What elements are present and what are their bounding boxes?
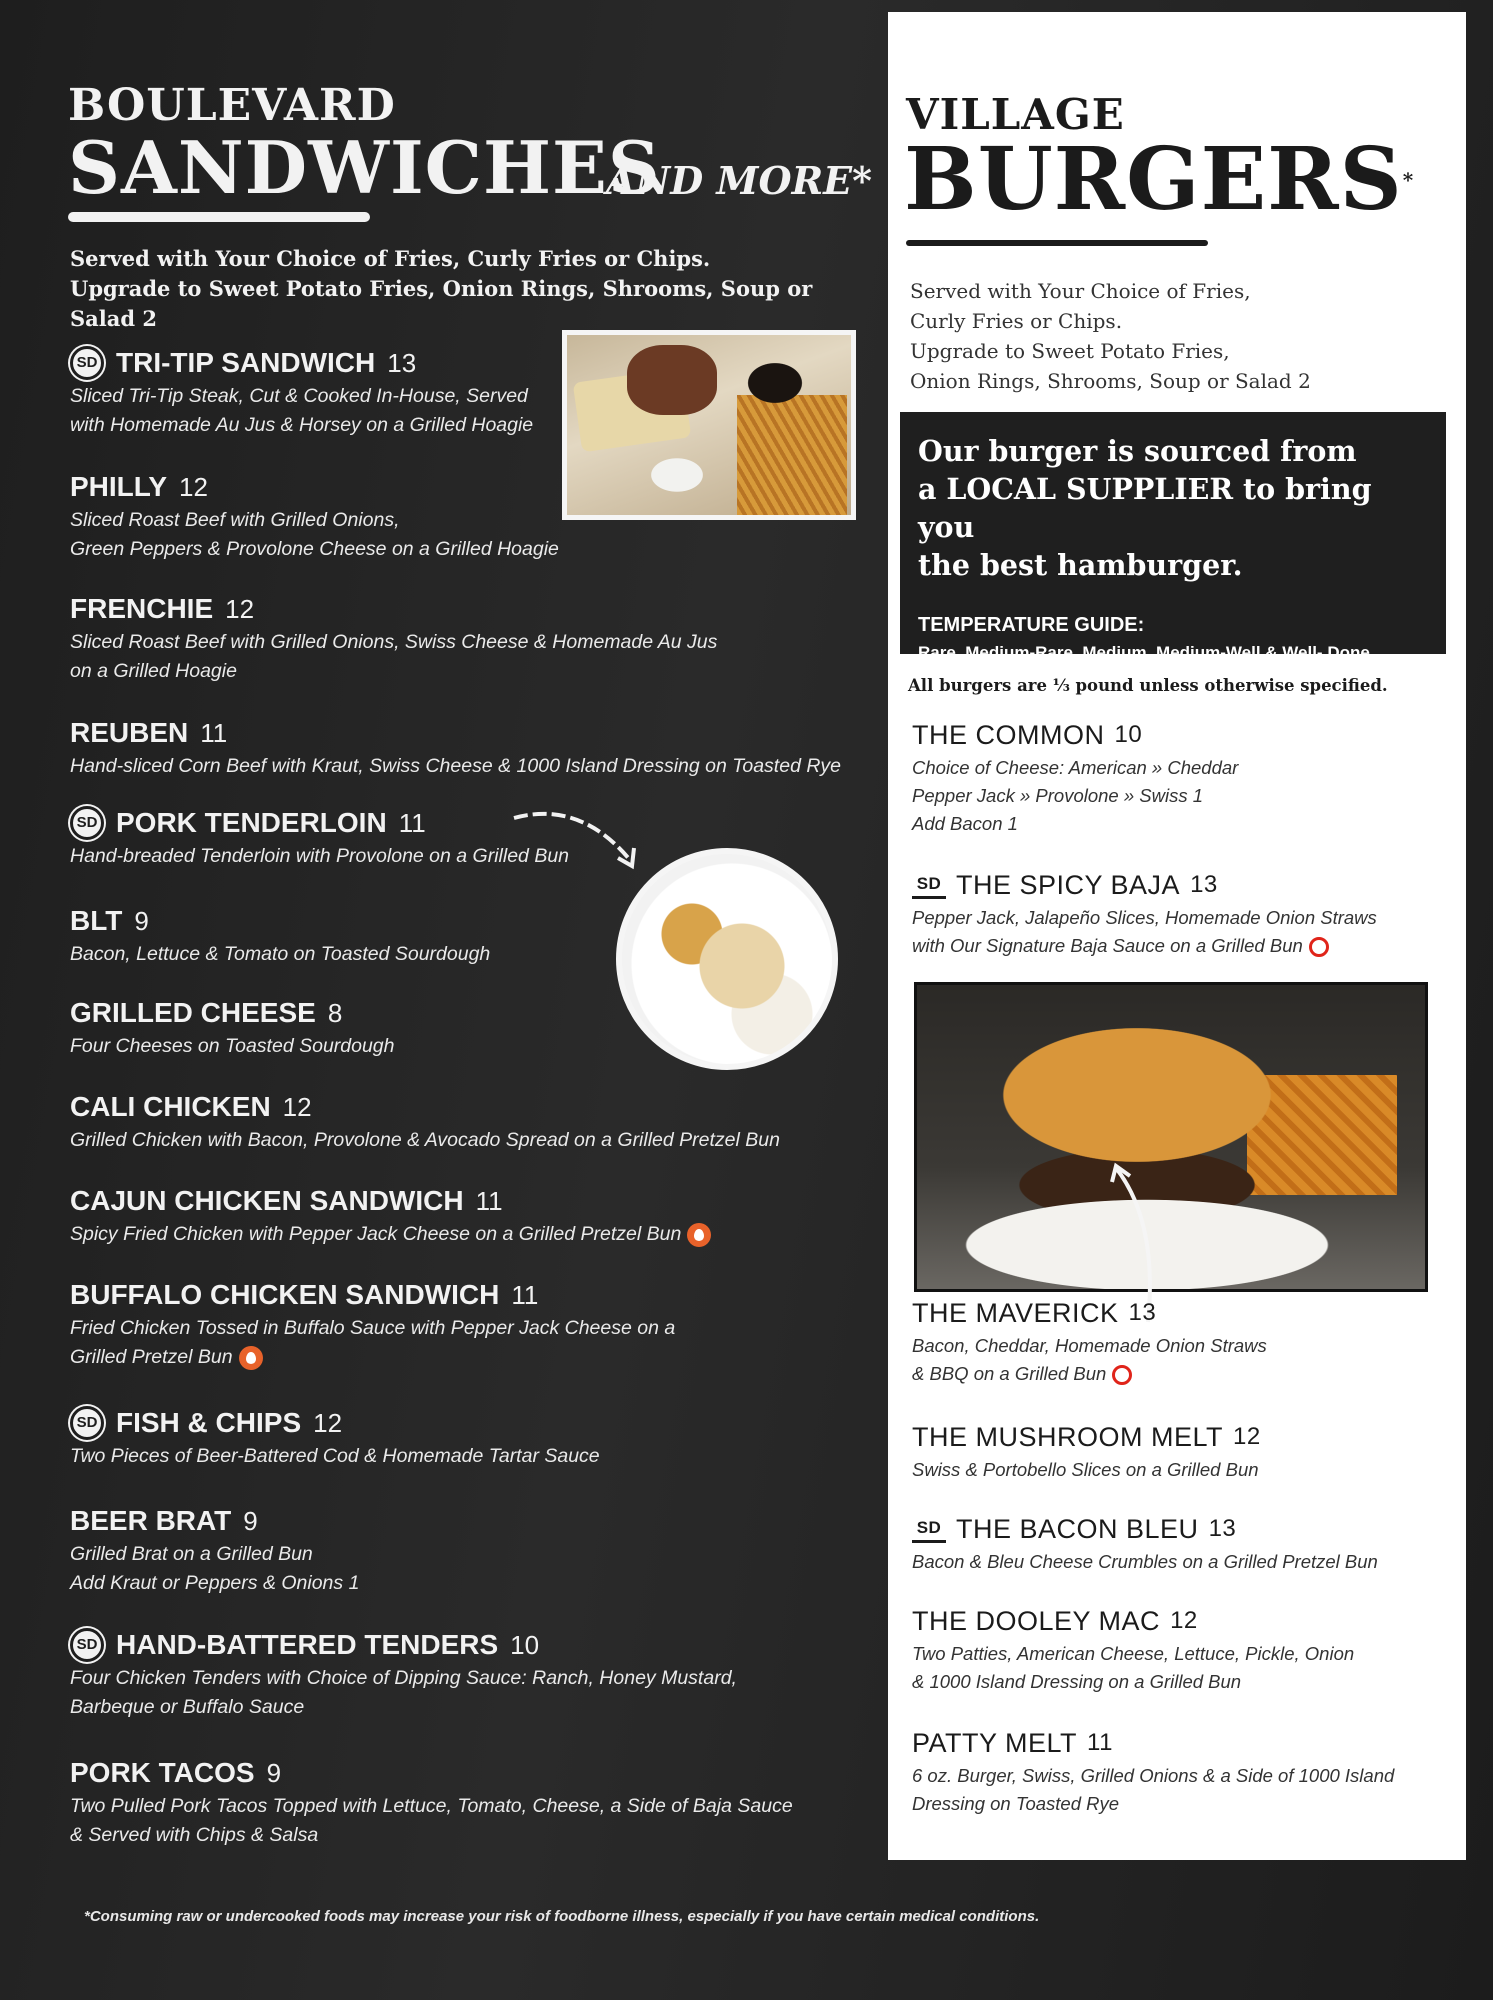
item-price: 12	[1170, 1607, 1198, 1634]
item-name: PORK TENDERLOIN	[116, 807, 387, 838]
temperature-guide-label: TEMPERATURE GUIDE:	[918, 614, 1145, 636]
item-description-line: Spicy Fried Chicken with Pepper Jack Cheese on a Grilled Pretzel Bun	[70, 1223, 682, 1245]
temperature-guide-values: Rare, Medium-Rare, Medium, Medium-Well & Well- Done	[918, 643, 1370, 662]
item-description-line: Grilled Brat on a Grilled Bun	[70, 1543, 313, 1565]
menu-item	[70, 716, 870, 781]
sides-intro-line: Upgrade to Sweet Potato Fries, Onion Rings, Shrooms, Soup or Salad 2	[70, 276, 813, 331]
item-description-line: Four Cheeses on Toasted Sourdough	[70, 1035, 395, 1057]
item-description-line: & BBQ on a Grilled Bun	[912, 1363, 1107, 1384]
burger-weight-note: All burgers are ⅓ pound unless otherwise specified.	[908, 676, 1388, 695]
item-name: FRENCHIE	[70, 593, 214, 624]
health-disclaimer: *Consuming raw or undercooked foods may increase your risk of foodborne illness, especially if you have certain medical conditions.	[84, 1908, 1040, 1925]
burgers-panel	[888, 12, 1466, 1860]
item-description	[70, 940, 610, 969]
item-description	[70, 1126, 870, 1155]
item-name: CAJUN CHICKEN SANDWICH	[70, 1185, 464, 1216]
menu-item	[912, 1512, 1452, 1576]
item-description-line: Pepper Jack » Provolone » Swiss 1	[912, 785, 1204, 806]
item-description	[912, 754, 1452, 838]
item-description-line: Barbeque or Buffalo Sauce	[70, 1696, 305, 1718]
section-title-sandwiches: SANDWICHES	[68, 125, 661, 210]
item-description	[70, 752, 870, 781]
item-description-line: Bacon, Cheddar, Homemade Onion Straws	[912, 1335, 1267, 1356]
item-price: 9	[243, 1506, 258, 1536]
item-description	[912, 1548, 1452, 1576]
item-description	[70, 1792, 870, 1850]
spicy-fire-icon	[239, 1346, 263, 1370]
spicy-fire-icon	[687, 1223, 711, 1247]
menu-item	[912, 1420, 1452, 1484]
signature-dish-icon: SD	[70, 346, 104, 380]
item-name: FISH & CHIPS	[116, 1407, 302, 1438]
item-description	[912, 1762, 1452, 1818]
menu-item	[70, 1090, 870, 1155]
title-divider	[68, 212, 370, 222]
item-name: PHILLY	[70, 471, 167, 502]
section-title-and-more: AND MORE*	[606, 158, 872, 203]
item-price: 10	[1114, 721, 1143, 748]
item-name: PORK TACOS	[70, 1757, 255, 1788]
item-description-line: Grilled Chicken with Bacon, Provolone & Avocado Spread on a Grilled Pretzel Bun	[70, 1129, 780, 1151]
item-description-line: with Our Signature Baja Sauce on a Grilled Bun	[912, 935, 1303, 956]
item-description-line: Fried Chicken Tossed in Buffalo Sauce with Pepper Jack Cheese on a	[70, 1317, 676, 1339]
item-name: THE MAVERICK	[912, 1298, 1119, 1328]
callout-line: Our burger is sourced from	[918, 434, 1357, 468]
item-price: 8	[327, 998, 343, 1028]
item-description-line: Grilled Pretzel Bun	[70, 1346, 233, 1368]
item-price: 12	[313, 1408, 343, 1438]
item-price: 11	[475, 1186, 503, 1216]
item-price: 12	[1233, 1423, 1261, 1450]
item-price: 13	[1190, 871, 1218, 898]
item-description	[70, 1032, 610, 1061]
signature-dish-icon: SD	[912, 871, 946, 899]
item-description-line: with Homemade Au Jus & Horsey on a Grilled Hoagie	[70, 414, 534, 436]
house-favorite-icon	[1112, 1365, 1132, 1385]
item-description-line: Swiss & Portobello Slices on a Grilled Bun	[912, 1459, 1259, 1480]
item-description-line: Hand-sliced Corn Beef with Kraut, Swiss Cheese & 1000 Island Dressing on Toasted Rye	[70, 755, 842, 777]
item-name: BLT	[70, 905, 123, 936]
item-description-line: & Served with Chips & Salsa	[70, 1824, 319, 1846]
item-description	[70, 1442, 870, 1471]
sides-intro	[910, 276, 1430, 396]
menu-item	[70, 1278, 870, 1372]
item-price: 10	[510, 1630, 540, 1660]
item-description-line: 6 oz. Burger, Swiss, Grilled Onions & a Side of 1000 Island	[912, 1765, 1395, 1786]
item-description-line: & 1000 Island Dressing on a Grilled Bun	[912, 1671, 1242, 1692]
menu-item	[70, 1756, 870, 1850]
item-price: 11	[511, 1280, 539, 1310]
item-description-line: Two Pieces of Beer-Battered Cod & Homemade Tartar Sauce	[70, 1445, 600, 1467]
signature-dish-icon: SD	[912, 1515, 946, 1543]
item-description-line: Sliced Roast Beef with Grilled Onions, Swiss Cheese & Homemade Au Jus	[70, 631, 718, 653]
pork-tenderloin-photo	[616, 848, 838, 1070]
menu-item	[912, 868, 1452, 960]
menu-item	[912, 1726, 1452, 1818]
item-name: BUFFALO CHICKEN SANDWICH	[70, 1279, 500, 1310]
item-description-line: Choice of Cheese: American » Cheddar	[912, 757, 1239, 778]
item-price: 12	[225, 594, 255, 624]
item-description	[70, 1314, 870, 1372]
menu-item	[70, 996, 610, 1061]
item-name: REUBEN	[70, 717, 189, 748]
item-price: 13	[1208, 1515, 1237, 1542]
item-price: 13	[1128, 1299, 1157, 1326]
item-description-line: Add Kraut or Peppers & Onions 1	[70, 1572, 360, 1594]
house-favorite-icon	[1309, 937, 1329, 957]
sides-intro-line: Served with Your Choice of Fries,	[910, 279, 1251, 303]
item-name: CALI CHICKEN	[70, 1091, 271, 1122]
item-description-line: on a Grilled Hoagie	[70, 660, 237, 682]
maverick-burger-photo	[914, 982, 1428, 1292]
local-supplier-callout	[900, 412, 1446, 662]
item-description	[70, 842, 610, 871]
item-name: THE SPICY BAJA	[956, 870, 1181, 900]
footnote-mark: *	[1402, 168, 1415, 192]
item-description-line: Sliced Roast Beef with Grilled Onions,	[70, 509, 400, 531]
item-price: 12	[282, 1092, 312, 1122]
section-title-burgers-text: BURGERS	[904, 129, 1403, 230]
menu-item	[912, 1296, 1452, 1388]
sides-intro-line: Onion Rings, Shrooms, Soup or Salad 2	[910, 369, 1311, 393]
sides-intro-line: Curly Fries or Chips.	[910, 309, 1123, 333]
item-description-line: Dressing on Toasted Rye	[912, 1793, 1120, 1814]
item-description	[70, 1664, 870, 1722]
item-name: BEER BRAT	[70, 1505, 232, 1536]
sides-intro-line: Served with Your Choice of Fries, Curly Fries or Chips.	[70, 246, 711, 271]
item-price: 12	[179, 472, 208, 502]
signature-dish-icon: SD	[70, 1628, 104, 1662]
item-description-line: Bacon & Bleu Cheese Crumbles on a Grilled Pretzel Bun	[912, 1551, 1378, 1572]
item-description-line: Bacon, Lettuce & Tomato on Toasted Sourdough	[70, 943, 491, 965]
signature-dish-icon: SD	[70, 1406, 104, 1440]
item-name: THE DOOLEY MAC	[912, 1606, 1161, 1636]
section-title-village: VILLAGE	[906, 90, 1125, 139]
item-price: 11	[200, 718, 228, 748]
menu-item	[70, 1504, 870, 1598]
item-name: PATTY MELT	[912, 1728, 1078, 1758]
item-name: THE COMMON	[912, 720, 1105, 750]
item-name: THE MUSHROOM MELT	[912, 1422, 1223, 1452]
sides-intro-line: Upgrade to Sweet Potato Fries,	[910, 339, 1230, 363]
item-description-line: Two Pulled Pork Tacos Topped with Lettuce, Tomato, Cheese, a Side of Baja Sauce	[70, 1795, 793, 1817]
item-price: 11	[1087, 1729, 1113, 1756]
item-description-line: Two Patties, American Cheese, Lettuce, Pickle, Onion	[912, 1643, 1355, 1664]
item-name: GRILLED CHEESE	[70, 997, 316, 1028]
item-description	[70, 628, 870, 686]
item-description	[912, 904, 1452, 960]
menu-item	[70, 904, 610, 969]
menu-item	[70, 806, 610, 871]
sides-intro	[70, 244, 850, 334]
item-description	[912, 1640, 1452, 1696]
callout-line: a LOCAL SUPPLIER to bring you	[918, 472, 1372, 544]
item-description-line: Pepper Jack, Jalapeño Slices, Homemade Onion Straws	[912, 907, 1377, 928]
section-title-burgers	[904, 130, 1414, 230]
menu-item	[912, 718, 1452, 838]
item-description-line: Add Bacon 1	[912, 813, 1018, 834]
section-title-boulevard: BOULEVARD	[68, 80, 396, 131]
item-name: TRI-TIP SANDWICH	[116, 347, 376, 378]
item-description	[912, 1332, 1452, 1388]
item-description-line: Hand-breaded Tenderloin with Provolone on a Grilled Bun	[70, 845, 570, 867]
item-description	[70, 1540, 870, 1598]
item-description	[70, 1220, 870, 1249]
signature-dish-icon: SD	[70, 806, 104, 840]
item-description-line: Four Chicken Tenders with Choice of Dipping Sauce: Ranch, Honey Mustard,	[70, 1667, 737, 1689]
menu-item	[912, 1604, 1452, 1696]
item-description-line: Sliced Tri-Tip Steak, Cut & Cooked In-House, Served	[70, 385, 528, 407]
item-price: 11	[398, 808, 426, 838]
item-description	[70, 506, 870, 564]
title-divider	[906, 240, 1208, 246]
item-price: 13	[387, 348, 417, 378]
item-price: 9	[134, 906, 149, 936]
menu-item	[70, 346, 560, 440]
item-description	[70, 382, 560, 440]
menu-item	[70, 592, 870, 686]
menu-item	[70, 1406, 870, 1471]
item-description	[912, 1456, 1452, 1484]
menu-item	[70, 1628, 870, 1722]
item-name: THE BACON BLEU	[956, 1514, 1199, 1544]
menu-item	[70, 470, 870, 564]
item-price: 9	[266, 1758, 282, 1788]
item-name: HAND-BATTERED TENDERS	[116, 1629, 499, 1660]
item-description-line: Green Peppers & Provolone Cheese on a Grilled Hoagie	[70, 538, 559, 560]
callout-line: the best hamburger.	[918, 548, 1243, 582]
menu-item	[70, 1184, 870, 1249]
